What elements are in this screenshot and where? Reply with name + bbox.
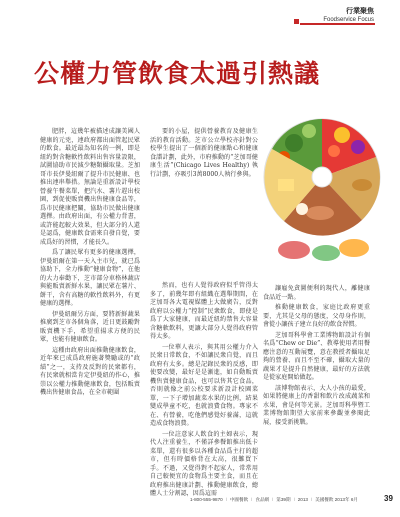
paragraph: 讓雇免貪圖便利的現代人，離健康食品近一點。 (263, 285, 370, 301)
section-title-zh: 行業聚焦 (346, 7, 374, 15)
page-number: 39 (384, 494, 393, 503)
paragraph: 一位註意家人飲食的主婦表示，現代人注重養生，不僅詳參餐館推出低卡菜單，還有很多以各種食品爲主打的超市，但有時價格背在太高，很難買下手。不過，又覺得對不起家人，常常用自己較便宜的食物爲主要主食，而且在政府推出健康計劃、推動健康飲食，總體人士分割認，因爲這需 (150, 430, 258, 497)
paragraph: 伊曼紐爾另方面，要將新鮮蔬果推廣到芝市各個角落，近日更鼓勵對販賣機下手，希望重揚求方便的民眾，也能有健康飲食。 (40, 310, 140, 343)
food-plate-image (254, 105, 390, 270)
paragraph: 要的小屋，提供營養教育及健康生活的教育活動。芝市公立學校亦針對公校學生提出了一個新的健康點心和健康食譜計劃，此外，市府推動的“芝加哥健康生活”(Chicago Lives Healthy) 執行計劃，亦吸引3萬8000人執行參與。 (150, 128, 258, 178)
header-accent-square (294, 19, 299, 24)
paragraph: 該博物館表示，大人小孩的最愛，如果將健康上的香甜和飲片改成蔬菜和水果，會是何等光景。芝加哥科學暨工業博物館期望大家前來參觀並參閱此展，接受新挑戰。 (263, 384, 370, 426)
paragraph: 推動健康飲食，家庭比政府更重要，尤其是父母的態度，父母身作則，會從小讓孩子建立良好的飲食習慣。 (263, 304, 370, 328)
paragraph: 這種由政府出面推動健康飲食，近年來已成爲政府施著獎勵或的“政績”之一，支持及反對的民衆都有，有民衆就相當肯定伊曼紐的作心，推崇以公權力推動健康飲食，包括販賣機出售健康食品，在全市範圍 (40, 346, 140, 396)
article-title: 公權力管飲食太過引熱議 (34, 59, 321, 88)
food-plate-illustration (254, 105, 390, 270)
section-header (323, 6, 374, 23)
article-column-2-top (150, 128, 258, 181)
paragraph: 爲了讓民眾有更多的健康選擇，伊曼紐爾在第一天入主市兒，就已爲協助下，全力推動“健康食物”，在他的大力奉勸下，芝市部分車格林蔬店與能販賣新鮮水果，讓民眾在薯片、餅干，含有高糖的軟性飲料外，有更健康的選擇。 (40, 249, 140, 307)
paragraph: 然而，也有人覺得政府似乎管得太多了，前幾年即有組織在選舉期間，在芝加哥各大電視媒體上大做廣告，反對政府以公權力“控制”民衆飲食，即使是爲了大家健康，而最近紐約禁售大容量含糖軟飲料，更讓大部分人覺得政府管得太多。 (150, 282, 258, 340)
paragraph: 一位華人表示，與其用公權力介入民衆日常飲食，不如讓民衆自覺，而且政府有太多。總是記錄民衆的反感，即使要改變，最好是是漸進，如自動販賣機售賣健康食品，也可以售其它食品，否則就像之前公校要求新設計校園菜單，一下子增加蔬菜水果的比例，結果變成學童不吃，也就浪費食物。專家不在、有營養，吃他們感覺好養滿，這就造成食物浪費。 (150, 343, 258, 427)
article-column-3 (263, 285, 370, 429)
article-column-2 (150, 282, 258, 501)
section-title-en: Foodservice Focus (323, 17, 374, 23)
header-accent-rule (300, 23, 375, 25)
article-column-1 (40, 128, 140, 400)
page-footer: 1-800-555-9870 ∣ 中國餐飲 ∣ 食品網 ∣ 第39期 ∣ 2013 ∣ 美國餐飲 2013年 6月 (190, 497, 358, 502)
paragraph: 芝加哥科學會工業博物館設計有個名爲“Chew or Die”、教導使用者用餐應注意的互動展覽，意在教授者攝取足夠的營養、而且不至不確，攝取大量的蔬果才是提升自然健康，最好的方法就是從家庭開始做起。 (263, 331, 370, 381)
paragraph: 肥胖，這幾年被描述成讓美國人健康的元兇，連政府都出面管起民眾的飲食。最近最為知名的一例，即是紐約對含糖軟性飲料出售容量設限，試圖協助市民減少糖類攝取量。芝加哥市長伊曼紐爾了提升市民健康、也推出連串舉措。無論是重新設計學校營養午餐菜單，把汽水、薯片趕出校園，到促使販賣機出售健康食品等，爲市民健康把關，協助市民做出健康選擇。由政府出面，有公權力背書，或許能起較大效果，但大部分的人還是認爲，健康飲食需來自發自覺，要成爲好的習慣，才能長久。 (40, 128, 140, 246)
